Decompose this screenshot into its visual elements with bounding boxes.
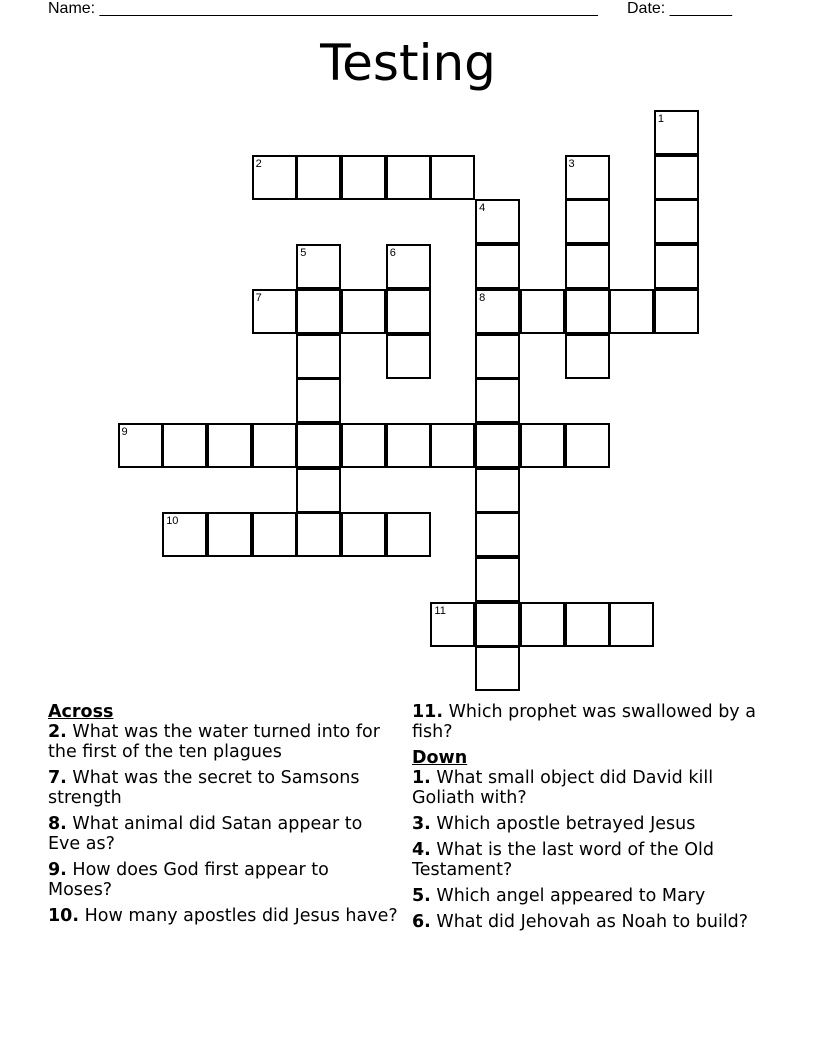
down-clue: [412, 912, 772, 932]
clue-number: 8.: [48, 814, 67, 834]
grid-cell[interactable]: [609, 289, 654, 334]
grid-cell[interactable]: [565, 602, 610, 647]
across-clue: [48, 768, 398, 808]
grid-cell[interactable]: [475, 557, 520, 602]
grid-cell[interactable]: [296, 244, 341, 289]
across-clue: [48, 722, 398, 762]
grid-cell[interactable]: [475, 512, 520, 557]
down-clue: [412, 768, 772, 808]
clue-number: 10.: [48, 906, 80, 926]
grid-cell[interactable]: [252, 423, 297, 468]
clue-text: What did Jehovah as Noah to build?: [436, 912, 749, 932]
grid-cell[interactable]: [475, 423, 520, 468]
clue-number: 3.: [412, 814, 431, 834]
grid-cell[interactable]: [207, 512, 252, 557]
cell-number: 9: [121, 425, 128, 438]
grid-cell[interactable]: [386, 423, 431, 468]
grid-cell[interactable]: [386, 244, 431, 289]
grid-cell[interactable]: [386, 512, 431, 557]
clue-number: 4.: [412, 840, 431, 860]
grid-cell[interactable]: [118, 423, 163, 468]
grid-cell[interactable]: [565, 244, 610, 289]
grid-cell[interactable]: [162, 423, 207, 468]
cell-number: 8: [479, 291, 486, 304]
grid-cell[interactable]: [475, 646, 520, 691]
cell-number: 11: [434, 604, 446, 617]
clue-text: What was the water turned into for the first of the ten plagues: [48, 722, 380, 762]
clue-text: What was the secret to Samsons strength: [48, 768, 360, 808]
grid-cell[interactable]: [296, 468, 341, 513]
grid-cell[interactable]: [475, 244, 520, 289]
grid-cell[interactable]: [252, 155, 297, 200]
grid-cell[interactable]: [207, 423, 252, 468]
grid-cell[interactable]: [475, 334, 520, 379]
across-clue: [48, 860, 398, 900]
down-clue: [412, 814, 772, 834]
clue-text: Which prophet was swallowed by a fish?: [412, 702, 756, 742]
clue-text: Which angel appeared to Mary: [436, 886, 706, 906]
clue-number: 1.: [412, 768, 431, 788]
clue-text: How many apostles did Jesus have?: [84, 906, 398, 926]
clue-text: Which apostle betrayed Jesus: [436, 814, 696, 834]
grid-cell[interactable]: [565, 289, 610, 334]
grid-cell[interactable]: [296, 334, 341, 379]
grid-cell[interactable]: [520, 602, 565, 647]
grid-cell[interactable]: [252, 289, 297, 334]
cell-number: 10: [166, 515, 179, 528]
page-title: Testing: [320, 34, 496, 92]
grid-cell[interactable]: [654, 289, 699, 334]
across-clue: [48, 814, 398, 854]
grid-cell[interactable]: [430, 602, 475, 647]
grid-cell[interactable]: [475, 199, 520, 244]
clues-right-column: [412, 702, 772, 938]
grid-cell[interactable]: [565, 334, 610, 379]
across-clue: [48, 906, 398, 926]
grid-cell[interactable]: [386, 334, 431, 379]
cell-number: 1: [657, 113, 665, 125]
clue-text: How does God first appear to Moses?: [48, 860, 329, 900]
clue-number: 6.: [412, 912, 431, 932]
grid-cell[interactable]: [386, 289, 431, 334]
grid-cell[interactable]: [162, 512, 207, 557]
clue-text: What animal did Satan appear to Eve as?: [48, 814, 363, 854]
grid-cell[interactable]: [565, 199, 610, 244]
grid-cell[interactable]: [341, 155, 386, 200]
grid-cell[interactable]: [341, 423, 386, 468]
name-field: Name: ________________________________________________________: [48, 0, 598, 17]
cell-number: 6: [389, 247, 396, 260]
grid-cell[interactable]: [654, 110, 699, 155]
down-heading: Down: [412, 748, 468, 768]
grid-cell[interactable]: [296, 289, 341, 334]
clue-number: 2.: [48, 722, 67, 742]
cell-number: 4: [479, 202, 486, 215]
clue-number: 11.: [412, 702, 444, 722]
grid-cell[interactable]: [654, 155, 699, 200]
grid-cell[interactable]: [654, 244, 699, 289]
grid-cell[interactable]: [252, 512, 297, 557]
date-field: Date: _______: [627, 0, 732, 17]
clue-text: What small object did David kill Goliath with?: [412, 768, 714, 808]
cell-number: 5: [300, 247, 307, 260]
grid-cell[interactable]: [475, 602, 520, 647]
clue-number: 7.: [48, 768, 67, 788]
grid-cell[interactable]: [654, 199, 699, 244]
across-heading: Across: [48, 702, 114, 722]
grid-cell[interactable]: [609, 602, 654, 647]
grid-cell[interactable]: [430, 155, 475, 200]
grid-cell[interactable]: [386, 155, 431, 200]
cell-number: 2: [255, 157, 262, 170]
grid-cell[interactable]: [296, 378, 341, 423]
clue-text: What is the last word of the Old Testament?: [412, 840, 714, 880]
grid-cell[interactable]: [520, 423, 565, 468]
grid-cell[interactable]: [475, 378, 520, 423]
grid-cell[interactable]: [565, 423, 610, 468]
grid-cell[interactable]: [296, 423, 341, 468]
cell-number: 7: [255, 291, 262, 304]
across-clue: [412, 702, 772, 742]
clues-left-column: [48, 702, 398, 932]
cell-number: 3: [568, 157, 575, 170]
grid-cell[interactable]: [341, 289, 386, 334]
grid-cell[interactable]: [475, 468, 520, 513]
grid-cell[interactable]: [565, 155, 610, 200]
down-clue: [412, 840, 772, 880]
down-clue: [412, 886, 772, 906]
grid-cell[interactable]: [475, 289, 520, 334]
grid-cell[interactable]: [296, 155, 341, 200]
grid-cell[interactable]: [520, 289, 565, 334]
grid-cell[interactable]: [296, 512, 341, 557]
clue-number: 5.: [412, 886, 431, 906]
grid-cell[interactable]: [430, 423, 475, 468]
clue-number: 9.: [48, 860, 67, 880]
grid-cell[interactable]: [341, 512, 386, 557]
